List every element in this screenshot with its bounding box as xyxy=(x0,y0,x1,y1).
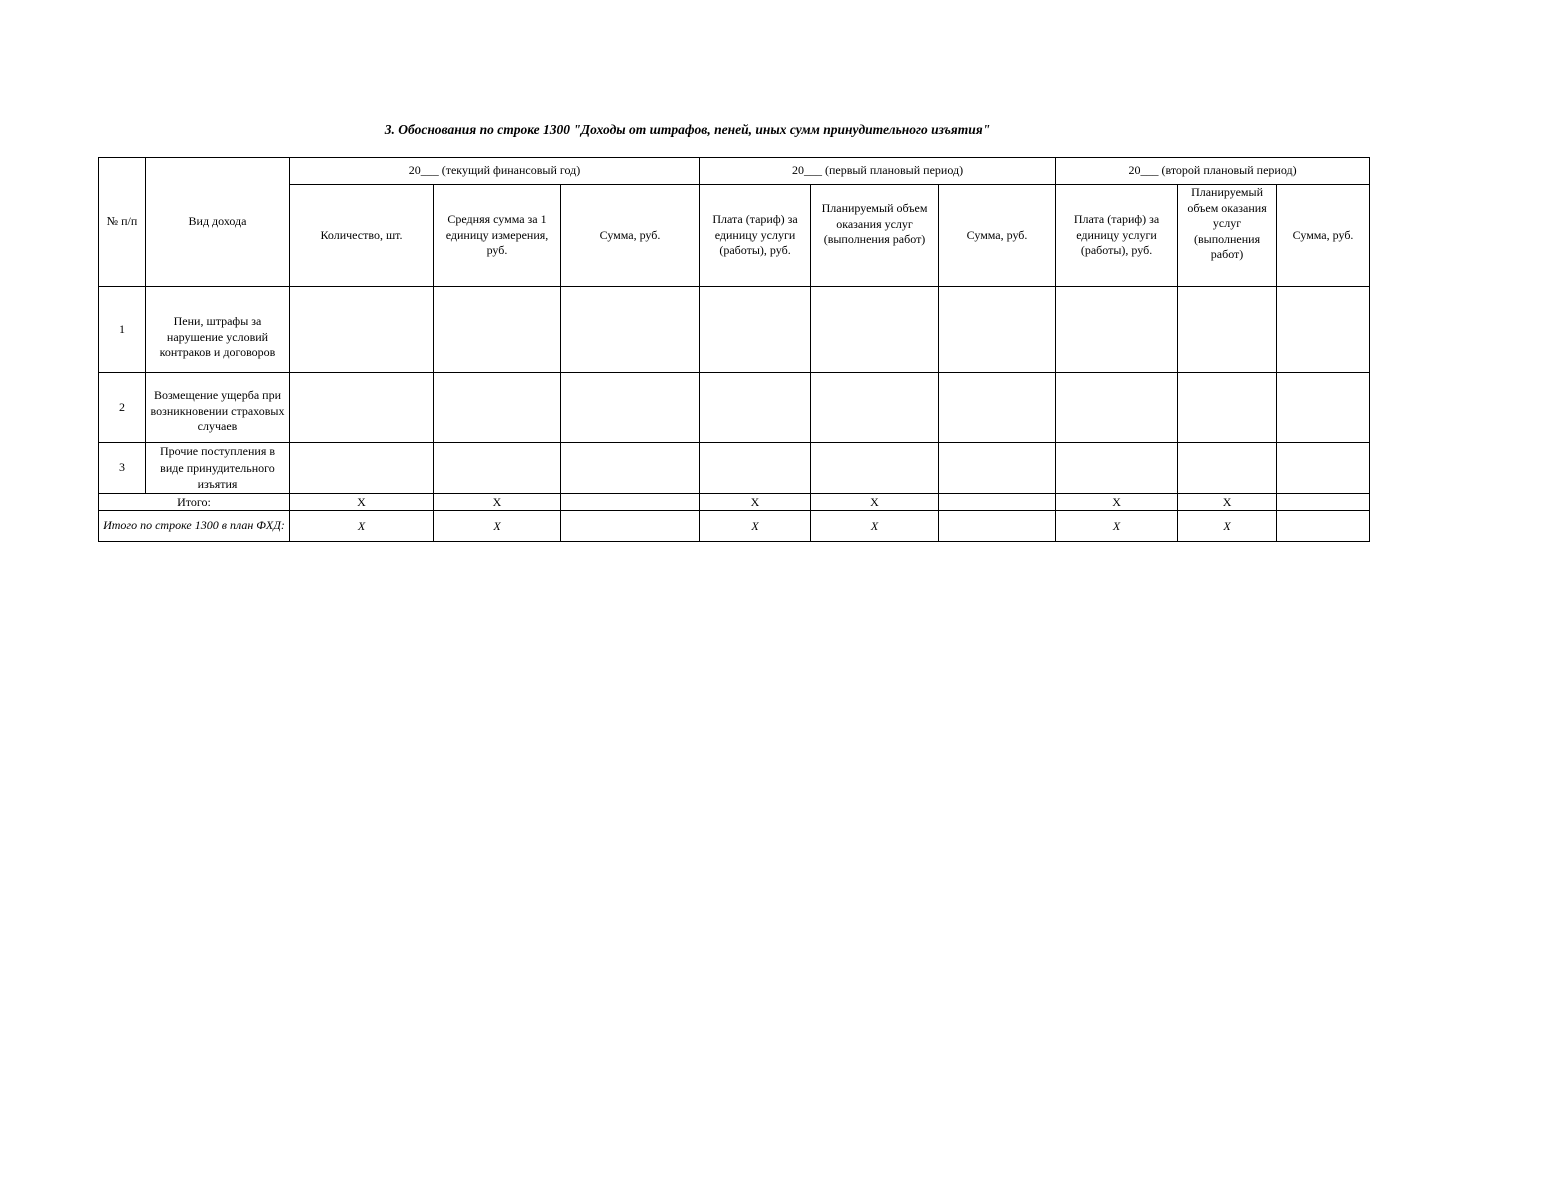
grand-total-x-mark: X xyxy=(434,510,561,541)
cell-empty xyxy=(1277,443,1370,494)
cell-empty xyxy=(811,373,939,443)
header-row-columns xyxy=(99,185,1370,287)
cell-empty xyxy=(1178,287,1277,373)
grand-total-label: Итого по строке 1300 в план ФХД: xyxy=(99,510,290,541)
document-title: 3. Обоснования по строке 1300 "Доходы от штрафов, пеней, иных сумм принудительного изъятия" xyxy=(384,122,991,137)
header-period-plan1: 20___ (первый плановый период) xyxy=(700,158,1056,185)
cell-empty xyxy=(1277,510,1370,541)
grand-total-x-mark: X xyxy=(1178,510,1277,541)
cell-empty xyxy=(939,443,1056,494)
cell-empty xyxy=(290,287,434,373)
header-current-sum: Сумма, руб. xyxy=(561,185,700,287)
header-period-plan2: 20___ (второй плановый период) xyxy=(1056,158,1370,185)
header-kind: Вид дохода xyxy=(146,158,290,287)
header-num: № п/п xyxy=(99,158,146,287)
table-row xyxy=(99,373,1370,443)
row-kind: Прочие поступления в виде принудительного изъятия xyxy=(146,443,290,494)
grand-total-row xyxy=(99,510,1370,541)
cell-empty xyxy=(1056,443,1178,494)
row-kind: Возмещение ущерба при возникновении страховых случаев xyxy=(146,373,290,443)
header-plan1-tariff: Плата (тариф) за единицу услуги (работы), руб. xyxy=(700,185,811,287)
cell-empty xyxy=(561,510,700,541)
row-num: 2 xyxy=(99,373,146,443)
total-label: Итого: xyxy=(99,493,290,510)
cell-empty xyxy=(290,443,434,494)
grand-total-x-mark: X xyxy=(700,510,811,541)
cell-empty xyxy=(939,373,1056,443)
cell-empty xyxy=(939,493,1056,510)
total-x-mark: X xyxy=(700,493,811,510)
cell-empty xyxy=(811,287,939,373)
row-num: 1 xyxy=(99,287,146,373)
header-row-periods xyxy=(99,158,1370,185)
header-period-current: 20___ (текущий финансовый год) xyxy=(290,158,700,185)
cell-empty xyxy=(1056,373,1178,443)
header-current-avg: Средняя сумма за 1 единицу измерения, руб. xyxy=(434,185,561,287)
header-plan2-tariff: Плата (тариф) за единицу услуги (работы), руб. xyxy=(1056,185,1178,287)
cell-empty xyxy=(700,443,811,494)
cell-empty xyxy=(939,510,1056,541)
table-row xyxy=(99,443,1370,494)
cell-empty xyxy=(939,287,1056,373)
total-x-mark: X xyxy=(1056,493,1178,510)
cell-empty xyxy=(561,373,700,443)
grand-total-x-mark: X xyxy=(1056,510,1178,541)
cell-empty xyxy=(561,287,700,373)
cell-empty xyxy=(434,373,561,443)
table-row xyxy=(99,287,1370,373)
cell-empty xyxy=(290,373,434,443)
total-x-mark: X xyxy=(1178,493,1277,510)
cell-empty xyxy=(700,287,811,373)
cell-empty xyxy=(434,443,561,494)
grand-total-x-mark: X xyxy=(290,510,434,541)
header-current-qty: Количество, шт. xyxy=(290,185,434,287)
total-row xyxy=(99,493,1370,510)
grand-total-x-mark: X xyxy=(811,510,939,541)
cell-empty xyxy=(1056,287,1178,373)
row-kind: Пени, штрафы за нарушение условий контраков и договоров xyxy=(146,287,290,373)
income-justification-table xyxy=(98,157,1370,542)
cell-empty xyxy=(561,493,700,510)
row-num: 3 xyxy=(99,443,146,494)
cell-empty xyxy=(1178,443,1277,494)
total-x-mark: X xyxy=(290,493,434,510)
cell-empty xyxy=(1178,373,1277,443)
header-plan2-sum: Сумма, руб. xyxy=(1277,185,1370,287)
total-x-mark: X xyxy=(811,493,939,510)
cell-empty xyxy=(811,443,939,494)
cell-empty xyxy=(1277,287,1370,373)
cell-empty xyxy=(1277,493,1370,510)
cell-empty xyxy=(561,443,700,494)
header-plan1-volume: Планируемый объем оказания услуг (выполнения работ) xyxy=(811,185,939,287)
total-x-mark: X xyxy=(434,493,561,510)
header-plan2-volume: Планируемый объем оказания услуг (выполнения работ) xyxy=(1178,185,1277,287)
header-plan1-sum: Сумма, руб. xyxy=(939,185,1056,287)
cell-empty xyxy=(700,373,811,443)
cell-empty xyxy=(1277,373,1370,443)
cell-empty xyxy=(434,287,561,373)
